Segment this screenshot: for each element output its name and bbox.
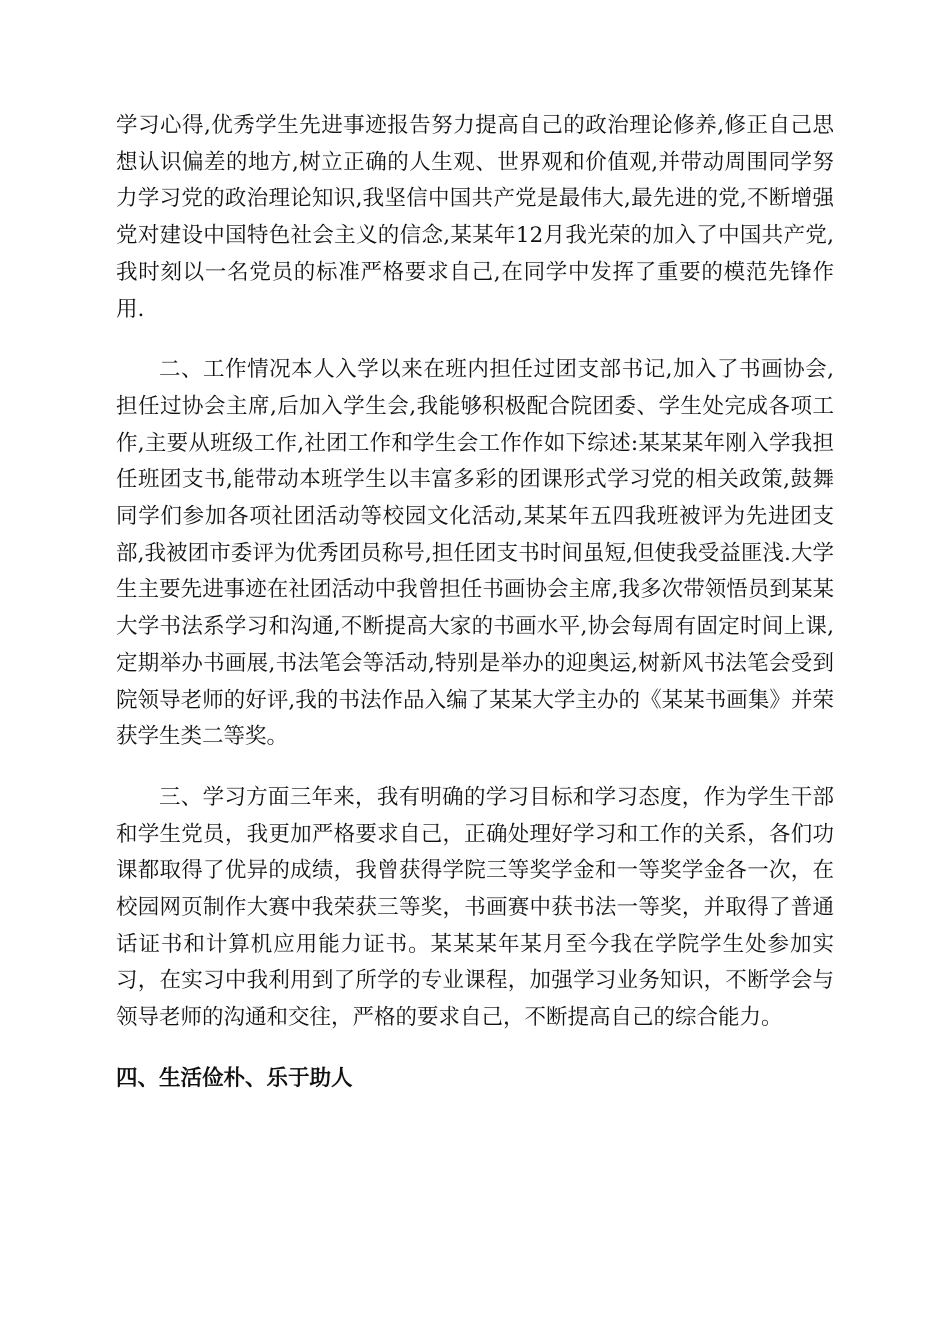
section-heading-life: 四、生活俭朴、乐于助人	[116, 1065, 353, 1091]
paragraph-work-situation: 二、工作情况本人入学以来在班内担任过团支部书记,加入了书画协会,担任过协会主席,后加入学生会,我能够积极配合院团委、学生处完成各项工作,主要从班级工作,社团工作和学生会工作作如下综述:某某某年刚入学我担任班团支书,能带动本班学生以丰富多彩的团课形式学习党的相关政策,鼓舞同学们参加各项社团活动等校园文化活动,某某年五四我班被评为先进团支部,我被团市委评为优秀团员称号,担任团支书时间虽短,但使我受益匪浅.大学生主要先进事迹在社团活动中我曾担任书画协会主席,我多次带领悟员到某某大学书法系学习和沟通,不断提高大家的书画水平,协会每周有固定时间上课,定期举办书画展,书法笔会等活动,特别是举办的迎奥运,树新风书法笔会受到院领导老师的好评,我的书法作品入编了某某大学主办的《某某书画集》并荣获学生类二等奖。	[116, 357, 834, 750]
paragraph-study-aspect: 三、学习方面三年来，我有明确的学习目标和学习态度，作为学生干部和学生党员，我更加严格要求自己，正确处理好学习和工作的关系，各们功课都取得了优异的成绩，我曾获得学院三等奖学金和一等奖学金各一次，在校园网页制作大赛中我荣获三等奖，书画赛中获书法一等奖，并取得了普通话证书和计算机应用能力证书。某某某年某月至今我在学院学生处参加实习，在实习中我利用到了所学的专业课程，加强学习业务知识，不断学会与领导老师的沟通和交往，严格的要求自己，不断提高自己的综合能力。	[116, 784, 834, 1031]
document-body	[116, 108, 834, 1098]
paragraph-study-reflection: 学习心得,优秀学生先进事迹报告努力提高自己的政治理论修养,修正自己思想认识偏差的地方,树立正确的人生观、世界观和价值观,并带动周围同学努力学习党的政治理论知识,我坚信中国共产党是最伟大,最先进的党,不断增强党对建设中国特色社会主义的信念,某某年12月我光荣的加入了中国共产党,我时刻以一名党员的标准严格要求自己,在同学中发挥了重要的模范先锋作用.	[116, 113, 834, 322]
